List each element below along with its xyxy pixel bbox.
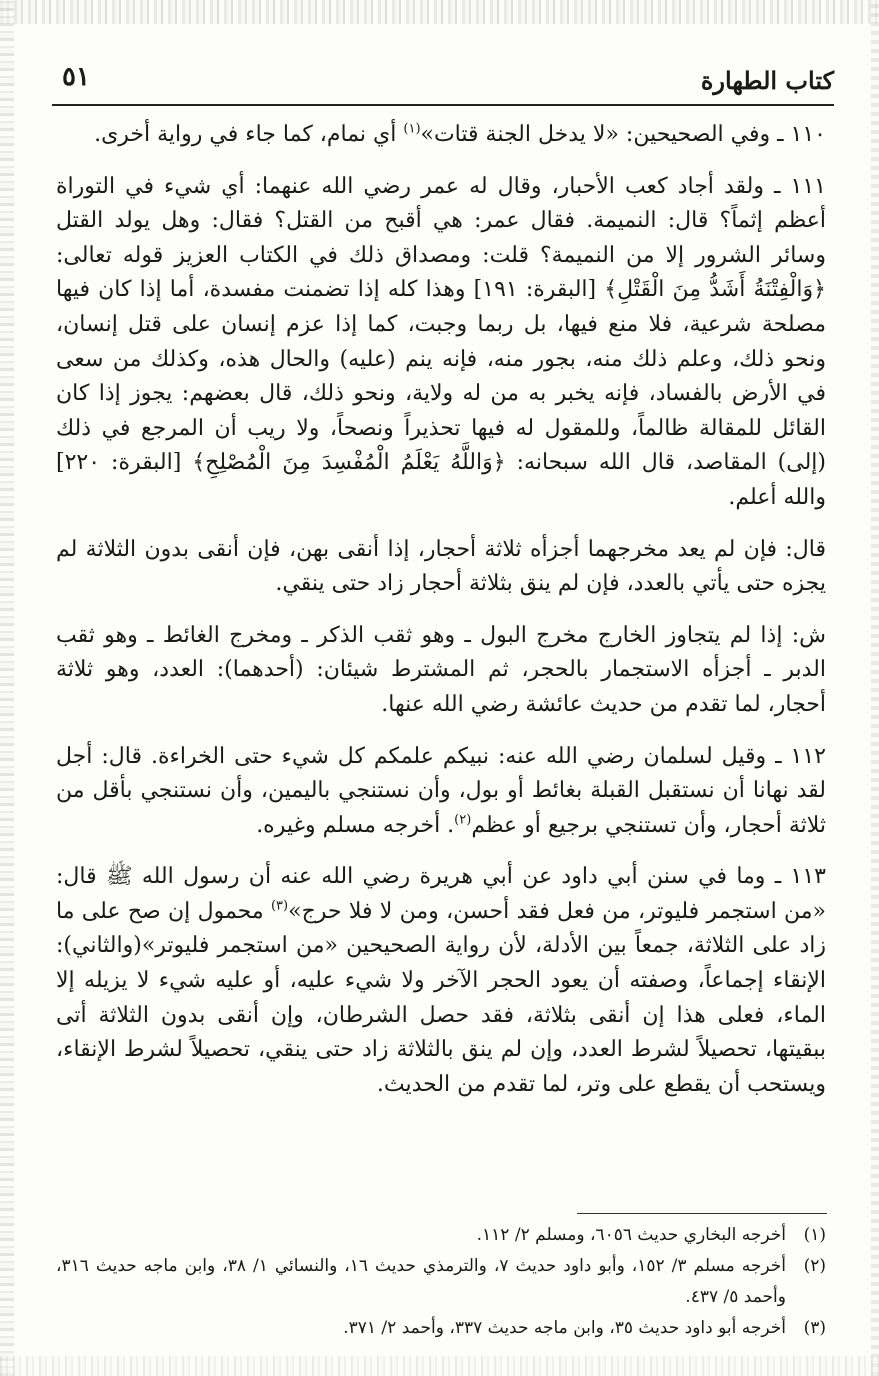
footnotes (56, 1220, 826, 1344)
footnote-1 (56, 1220, 826, 1251)
page-header (52, 58, 834, 106)
paragraph-111: ١١١ ـ ولقد أجاد كعب الأحبار، وقال له عمر رضي الله عنهما: أي شيء في التوراة أعظم إثماً؟ قال: النميمة. فقال عمر: هي أقبح من القتل؟ فقال: وهل يولد القتل وسائر الشرور إلا من النميمة؟ قلت: ومصداق ذلك في الكتاب العزيز قوله تعالى: ﴿وَالْفِتْنَةُ أَشَدُّ مِنَ الْقَتْلِ﴾ [البقرة: ١٩١] وهذا كله إذا تضمنت مفسدة، أما إذا كان فيها مصلحة شرعية، فلا منع فيها، بل ربما وجبت، كما إذا عزم إنسان على قتل إنسان، ونحو ذلك، وعلم ذلك منه، بجور منه، فإنه ينم (عليه) والحال هذه، وكذلك من سعى في الأرض بالفساد، فإنه يخبر به من له ولاية، ونحو ذلك، قال بعضهم: يجوز إذا كان القائل للمقالة ظالماً، وللمقول له فيها تحذيراً ونصحاً، ولا ريب أن المرجع في ذلك (إلى) المقاصد، قال الله سبحانه: ﴿وَاللَّهُ يَعْلَمُ الْمُفْسِدَ مِنَ الْمُصْلِحِ﴾ [البقرة: ٢٢٠] والله أعلم. (56, 173, 827, 510)
scan-edge-bottom (0, 1356, 879, 1376)
footnote-2 (56, 1251, 826, 1313)
footnote-text: أخرجه أبو داود حديث ٣٥، وابن ماجه حديث ٣٣٧، وأحمد ٢/ ٣٧١. (343, 1318, 786, 1338)
footnote-number: (٢) (803, 1256, 826, 1276)
footnote-divider (577, 1213, 827, 1214)
scan-edge-left (0, 0, 14, 1376)
running-head: كتاب الطهارة (700, 66, 834, 95)
footnote-text: أخرجه مسلم ٣/ ١٥٢، وأبو داود حديث ٧، والترمذي حديث ١٦، والنسائي ١/ ٣٨، وابن ماجه حديث ٣١٦، وأحمد ٥/ ٤٣٧. (56, 1256, 786, 1307)
paragraph-110: ١١٠ ـ وفي الصحيحين: «لا يدخل الجنة قتات»$^{(١)}$ أي نمام، كما جاء في رواية أخرى. (94, 121, 826, 147)
paragraph-qal-1: قال: فإن لم يعد مخرجهما أجزأه ثلاثة أحجار، إذا أنقى بهن، فإن أنقى بدون الثلاثة لم يجزه حتى يأتي بالعدد، فإن لم ينق بثلاثة أحجار زاد حتى ينقي. (56, 536, 826, 597)
scan-edge-top (0, 0, 879, 24)
footnote-number: (١) (803, 1225, 826, 1245)
paragraph-112: ١١٢ ـ وقيل لسلمان رضي الله عنه: نبيكم علمكم كل شيء حتى الخراءة. قال: أجل لقد نهانا أن نستقبل القبلة بغائط أو بول، وأن نستنجي باليمين، وأن نستنجي بأقل من ثلاثة أحجار، وأن تستنجي برجيع أو عظم$^{(٢)}$. أخرجه مسلم وغيره. (56, 743, 826, 838)
footnote-3 (56, 1313, 826, 1344)
paragraph-sharh: ش: إذا لم يتجاوز الخارج مخرج البول ـ وهو ثقب الذكر ـ ومخرج الغائط ـ وهو ثقب الدبر ـ أجزأه الاستجمار بالحجر، ثم المشترط شيئان: (أحدهما): العدد، وهو ثلاثة أحجار، لما تقدم من حديث عائشة رضي الله عنها. (56, 622, 826, 717)
page-number: ٥١ (62, 62, 90, 92)
scan-edge-right (871, 0, 879, 1376)
main-text (56, 118, 826, 1102)
paragraph-113: ١١٣ ـ وما في سنن أبي داود عن أبي هريرة رضي الله عنه أن رسول الله ﷺ قال: «من استجمر فليوتر، من فعل فقد أحسن، ومن لا فلا حرج»$^{(٣)}$ محمول إن صح على ما زاد على الثلاثة، جمعاً بين الأدلة، لأن رواية الصحيحين «من استجمر فليوتر»(والثاني): الإنقاء إجماعاً، وصفته أن يعود الحجر الآخر ولا شيء عليه، أو عليه شيء لا يزيله إلا الماء، فعلى هذا إن أنقى بثلاثة، فقد حصل الشرطان، وإن أنقى بدون الثلاثة أتى ببقيتها، تحصيلاً لشرط العدد، وإن لم ينق بالثلاثة زاد حتى ينقي، تحصيلاً لشرط الإنقاء، ويستحب أن يقطع على وتر، لما تقدم من الحديث. (56, 864, 827, 1097)
footnote-text: أخرجه البخاري حديث ٦٠٥٦، ومسلم ٢/ ١١٢. (476, 1225, 786, 1245)
footnote-number: (٣) (803, 1318, 826, 1338)
